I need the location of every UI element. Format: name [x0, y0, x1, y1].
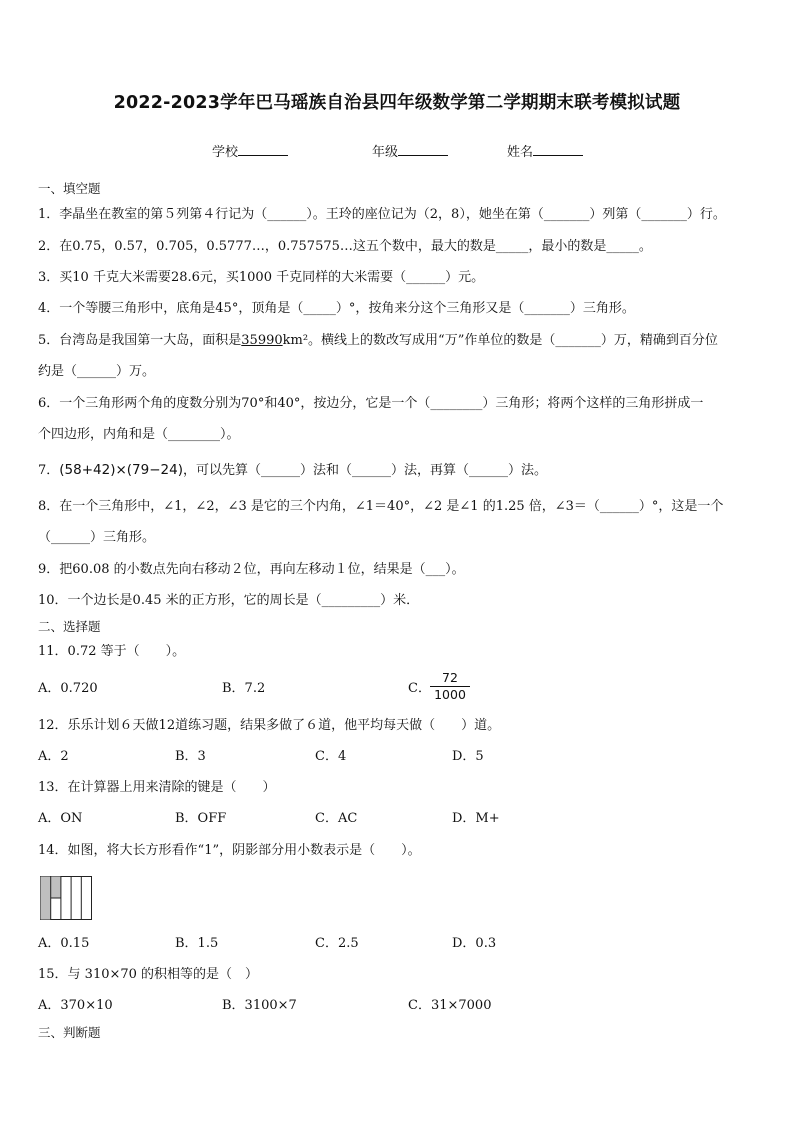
question-11-option-a: A．0.720 — [38, 681, 98, 696]
grade-blank — [398, 143, 448, 156]
question-11-stem: 11．0.72 等于（ ）。 — [38, 644, 186, 659]
figure-shaded-column — [41, 877, 51, 920]
question-5-underlined-number: 35990 — [241, 333, 283, 348]
question-8-line-1: 8．在一个三角形中，∠1，∠2，∠3 是它的三个内角，∠1＝40°，∠2 是∠1 的1.25 倍，∠3＝（______）°，这是一个 — [38, 499, 724, 514]
question-5-line-2: 约是（______）万。 — [38, 364, 156, 379]
question-8-line-2: （______）三角形。 — [38, 530, 156, 545]
question-5-text-a: 5．台湾岛是我国第一大岛，面积是 — [38, 333, 242, 348]
question-9: 9．把60.08 的小数点先向右移动２位，再向左移动１位，结果是（___）。 — [38, 562, 465, 577]
question-14-stem: 14．如图，将大长方形看作“1”，阴影部分用小数表示是（ ）。 — [38, 843, 421, 858]
grade-field — [372, 141, 448, 160]
question-7 — [38, 461, 547, 480]
section-judge-heading: 三、判断题 — [38, 1025, 101, 1040]
question-7-label: 7． — [38, 463, 60, 478]
question-15-option-b: B．3100×7 — [222, 998, 297, 1013]
question-5-text-b: km²。横线上的数改写成用“万”作单位的数是（_______）万，精确到百分位 — [282, 333, 718, 348]
question-13-option-c: C．AC — [315, 811, 358, 826]
question-11-option-b: B．7.2 — [222, 681, 266, 696]
question-12-option-d: D．5 — [452, 749, 484, 764]
school-field — [212, 141, 288, 160]
question-12-stem: 12．乐乐计划６天做12道练习题，结果多做了６道，他平均每天做（ ）道。 — [38, 718, 501, 733]
question-5-line-1 — [38, 332, 718, 350]
question-13-stem: 13．在计算器上用来清除的键是（ ） — [38, 780, 276, 795]
question-12-option-c: C．4 — [315, 749, 347, 764]
fraction-denominator: 1000 — [430, 686, 470, 703]
question-7-expression: (58+42)×(79−24) — [59, 462, 183, 478]
question-1: 1．李晶坐在教室的第５列第４行记为（______）。王玲的座位记为（2，8），她坐在第（_______）列第（_______）行。 — [38, 207, 726, 222]
question-14-option-c: C．2.5 — [315, 936, 359, 951]
name-field — [507, 141, 583, 160]
name-blank — [533, 143, 583, 156]
question-2: 2．在0.75，0.57，0.705，0.5777…，0.757575…这五个数中，最大的数是_____，最小的数是_____。 — [38, 239, 652, 254]
question-12-option-a: A．2 — [38, 749, 69, 764]
question-13-option-d: D．M+ — [452, 811, 500, 826]
question-12-option-b: B．3 — [175, 749, 206, 764]
question-10: 10．一个边长是0.45 米的正方形，它的周长是（_________）米． — [38, 593, 420, 608]
question-3: 3．买10 千克大米需要28.6元，买1000 千克同样的大米需要（______）元。 — [38, 270, 485, 285]
school-label: 学校 — [212, 145, 239, 160]
section-choice-heading: 二、选择题 — [38, 619, 101, 634]
question-11-fraction — [430, 670, 470, 703]
question-13-option-a: A．ON — [38, 811, 83, 826]
question-14-rectangle-figure — [40, 876, 92, 920]
name-label: 姓名 — [507, 145, 534, 160]
question-11-option-c: C． — [408, 681, 431, 696]
fraction-numerator: 72 — [442, 670, 458, 685]
figure-shaded-half-column — [51, 877, 61, 899]
question-4: 4．一个等腰三角形中，底角是45°，顶角是（_____）°，按角来分这个三角形又是（_______）三角形。 — [38, 301, 635, 316]
question-14-option-b: B．1.5 — [175, 936, 219, 951]
school-blank — [238, 143, 288, 156]
question-14-option-a: A．0.15 — [38, 936, 90, 951]
question-6-line-2: 个四边形，内角和是（________）。 — [38, 427, 240, 442]
question-15-option-a: A．370×10 — [38, 998, 113, 1013]
section-fill-heading: 一、填空题 — [38, 181, 101, 196]
page-title: 2022-2023学年巴马瑶族自治县四年级数学第二学期期末联考模拟试题 — [113, 93, 681, 113]
question-15-option-c: C．31×7000 — [408, 998, 492, 1013]
question-6-line-1: 6．一个三角形两个角的度数分别为70°和40°，按边分，它是一个（________）三角形；将两个这样的三角形拼成一 — [38, 396, 704, 411]
question-15-stem: 15．与 310×70 的积相等的是（ ） — [38, 967, 259, 982]
question-13-option-b: B．OFF — [175, 811, 227, 826]
question-14-option-d: D．0.3 — [452, 936, 497, 951]
grade-label: 年级 — [372, 145, 399, 160]
question-7-text: ，可以先算（______）法和（______）法，再算（______）法。 — [183, 463, 548, 478]
